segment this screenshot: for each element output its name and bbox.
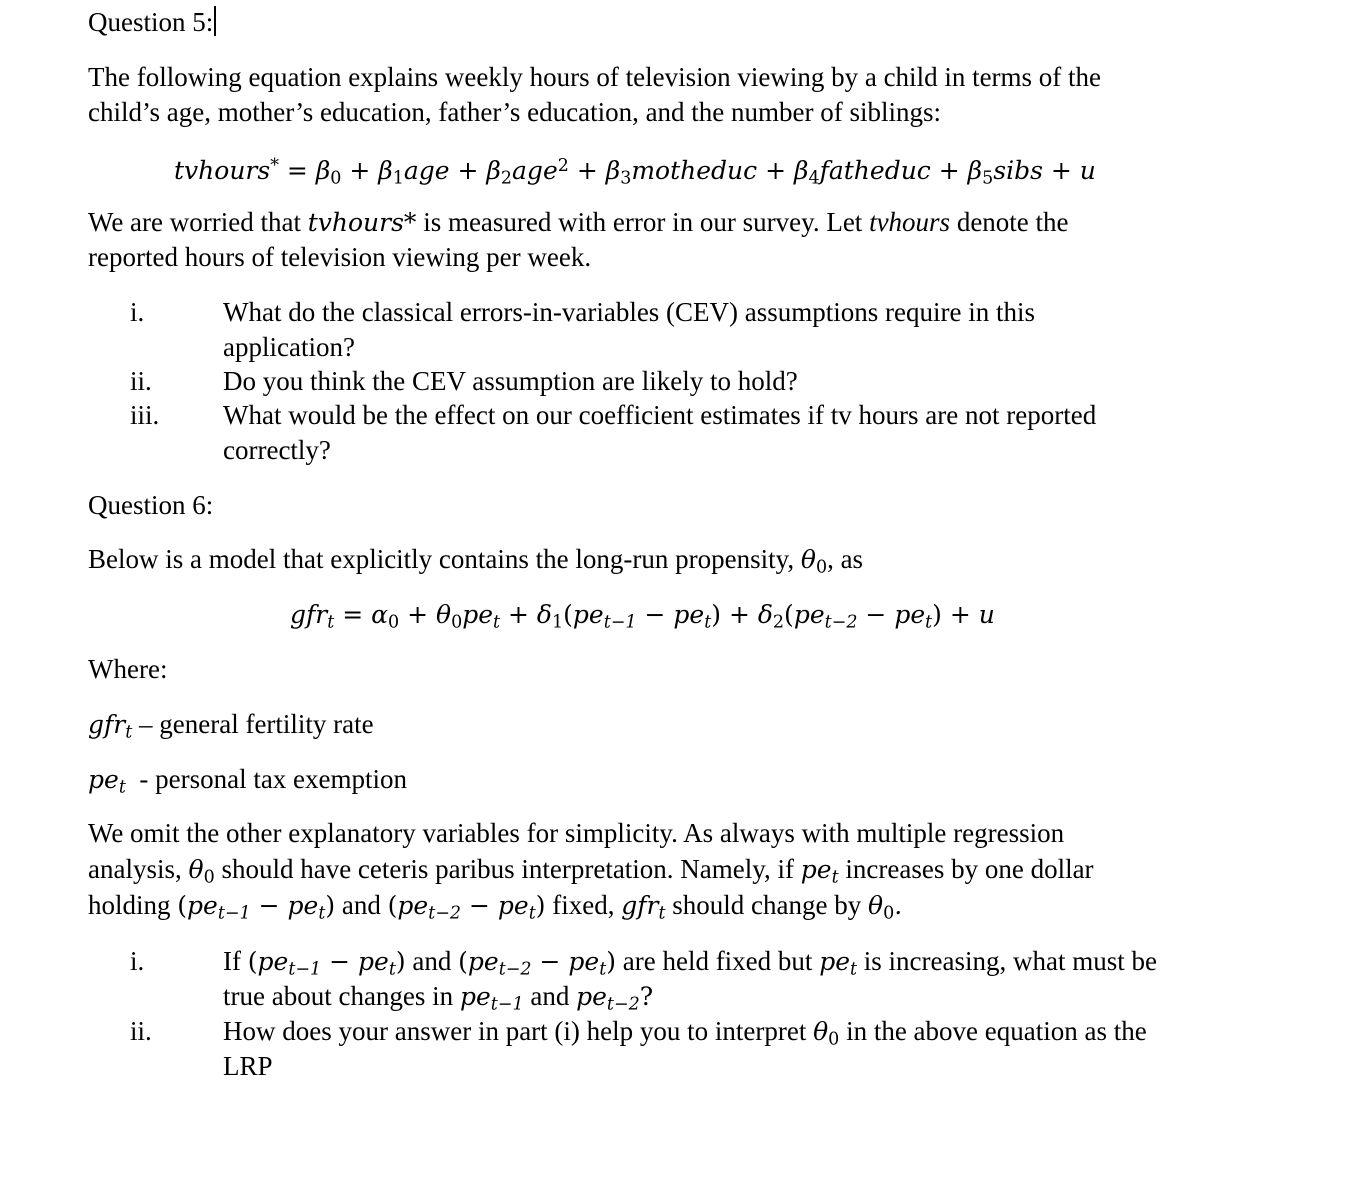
pe-symbol: $pe_t$	[800, 855, 839, 888]
q5-para2-pre: We are worried that	[88, 207, 301, 237]
pe-lag1-symbol: $pe_{t-1}$	[459, 982, 524, 1015]
q6-item-text-part: and	[412, 946, 452, 976]
text-cursor	[214, 6, 216, 36]
q6-para-text: analysis,	[88, 854, 182, 884]
q6-para-text: fixed,	[552, 890, 615, 920]
pe-diff-2: $(pe_{t-2} - pe_t)$	[458, 947, 616, 980]
q6-title: Question 6:	[88, 490, 214, 520]
q6-item-text-part: true about changes in	[223, 981, 454, 1011]
q6-item-text-part: is increasing, what must be	[863, 946, 1157, 976]
q5-intro-line2: child’s age, mother’s education, father’s education, and the number of siblings:	[88, 97, 942, 127]
q6-item-text: LRP	[223, 1051, 273, 1081]
q6-para-line1: We omit the other explanatory variables for simplicity. As always with multiple regression	[88, 818, 1065, 848]
pe-diff-1: $(pe_{t-1} - pe_t)$	[247, 947, 406, 980]
theta0-symbol: $\theta_0$	[800, 545, 828, 578]
q6-item-text-part: in the above equation as the	[846, 1016, 1147, 1046]
q5-item-text: application?	[223, 332, 355, 362]
q6-def-pe	[88, 761, 407, 805]
q6-para-text: and	[341, 890, 381, 920]
q5-intro-line1: The following equation explains weekly hours of television viewing by a child in terms of the	[88, 62, 1102, 92]
q6-item-text-part: are held fixed but	[622, 946, 813, 976]
q6-def1-text: – general fertility rate	[139, 709, 374, 739]
q6-item-text	[223, 1013, 1147, 1057]
q5-item-number: ii.	[130, 366, 152, 396]
q5-para2-var: tvhours*	[307, 208, 417, 237]
q6-intro	[88, 541, 863, 585]
q5-item-number: iii.	[130, 400, 160, 430]
q5-item-text: What would be the effect on our coefficient estimates if tv hours are not reported	[223, 400, 1097, 430]
q5-para2-post: denote the	[956, 207, 1069, 237]
gfr-symbol: gfr$_t$	[88, 710, 133, 743]
q6-def2-text: - personal tax exemption	[139, 764, 408, 794]
theta0-symbol: $\theta_0$	[813, 1017, 840, 1050]
q6-item-number: i.	[130, 946, 145, 976]
q5-para2-line1	[88, 204, 1069, 241]
q6-equation: $gfr_t = \alpha_0 + \theta_0pe_t + \delta_1(pe_{t-1} - pe_t) + \delta_2(pe_{t-2} - pe_t) + u$	[290, 600, 995, 633]
q5-title-text: Question 5:	[88, 7, 214, 37]
q5-item-text: What do the classical errors-in-variables (CEV) assumptions require in this	[223, 297, 1036, 327]
q6-item-text-part: and	[530, 981, 570, 1011]
q6-item-text-part: How does your answer in part (i) help you to interpret	[223, 1016, 807, 1046]
pe-diff-2: $(pe_{t-2} - pe_t)$	[387, 891, 546, 924]
q5-item-number: i.	[130, 297, 145, 327]
pe-symbol: $pe_t$	[88, 765, 126, 798]
q5-item-text: correctly?	[223, 435, 331, 465]
q6-intro-end: , as	[827, 544, 864, 574]
q6-item-number: ii.	[130, 1016, 152, 1046]
pe-lag2-symbol: $pe_{t-2}$?	[576, 982, 654, 1015]
q6-para-line3	[88, 887, 902, 931]
theta0-symbol: $\theta_0$.	[868, 891, 903, 924]
theta0-symbol: $\theta_0$	[188, 855, 215, 888]
q5-para2-mid: is measured with error in our survey. Let	[423, 207, 863, 237]
q6-para-text: holding	[88, 890, 171, 920]
q6-para-text: should change by	[672, 890, 862, 920]
pe-diff-1: $(pe_{t-1} - pe_t)$	[177, 891, 336, 924]
q5-para2-var2: tvhours	[869, 207, 951, 237]
q6-para-text: increases by one dollar	[845, 854, 1094, 884]
q5-title	[88, 4, 216, 40]
q6-intro-text: Below is a model that explicitly contains the long-run propensity,	[88, 544, 795, 574]
gfr-symbol: gfr$_t$	[621, 891, 666, 924]
q5-para2-line2: reported hours of television viewing per week.	[88, 242, 592, 272]
q6-para-text: should have ceteris paribus interpretation. Namely, if	[221, 854, 795, 884]
q6-where: Where:	[88, 654, 168, 684]
q6-item-text-part: If	[223, 946, 241, 976]
q5-equation: tvhours* = $\beta_0 + \beta_1age + \beta_2age^2$ + $\beta_3motheduc$ + $\beta_4fatheduc$ + $\beta_5sibs + u$	[174, 155, 1096, 189]
q5-item-text: Do you think the CEV assumption are likely to hold?	[223, 366, 798, 396]
q6-def-gfr	[88, 706, 374, 750]
pe-symbol: $pe_t$	[819, 947, 858, 980]
